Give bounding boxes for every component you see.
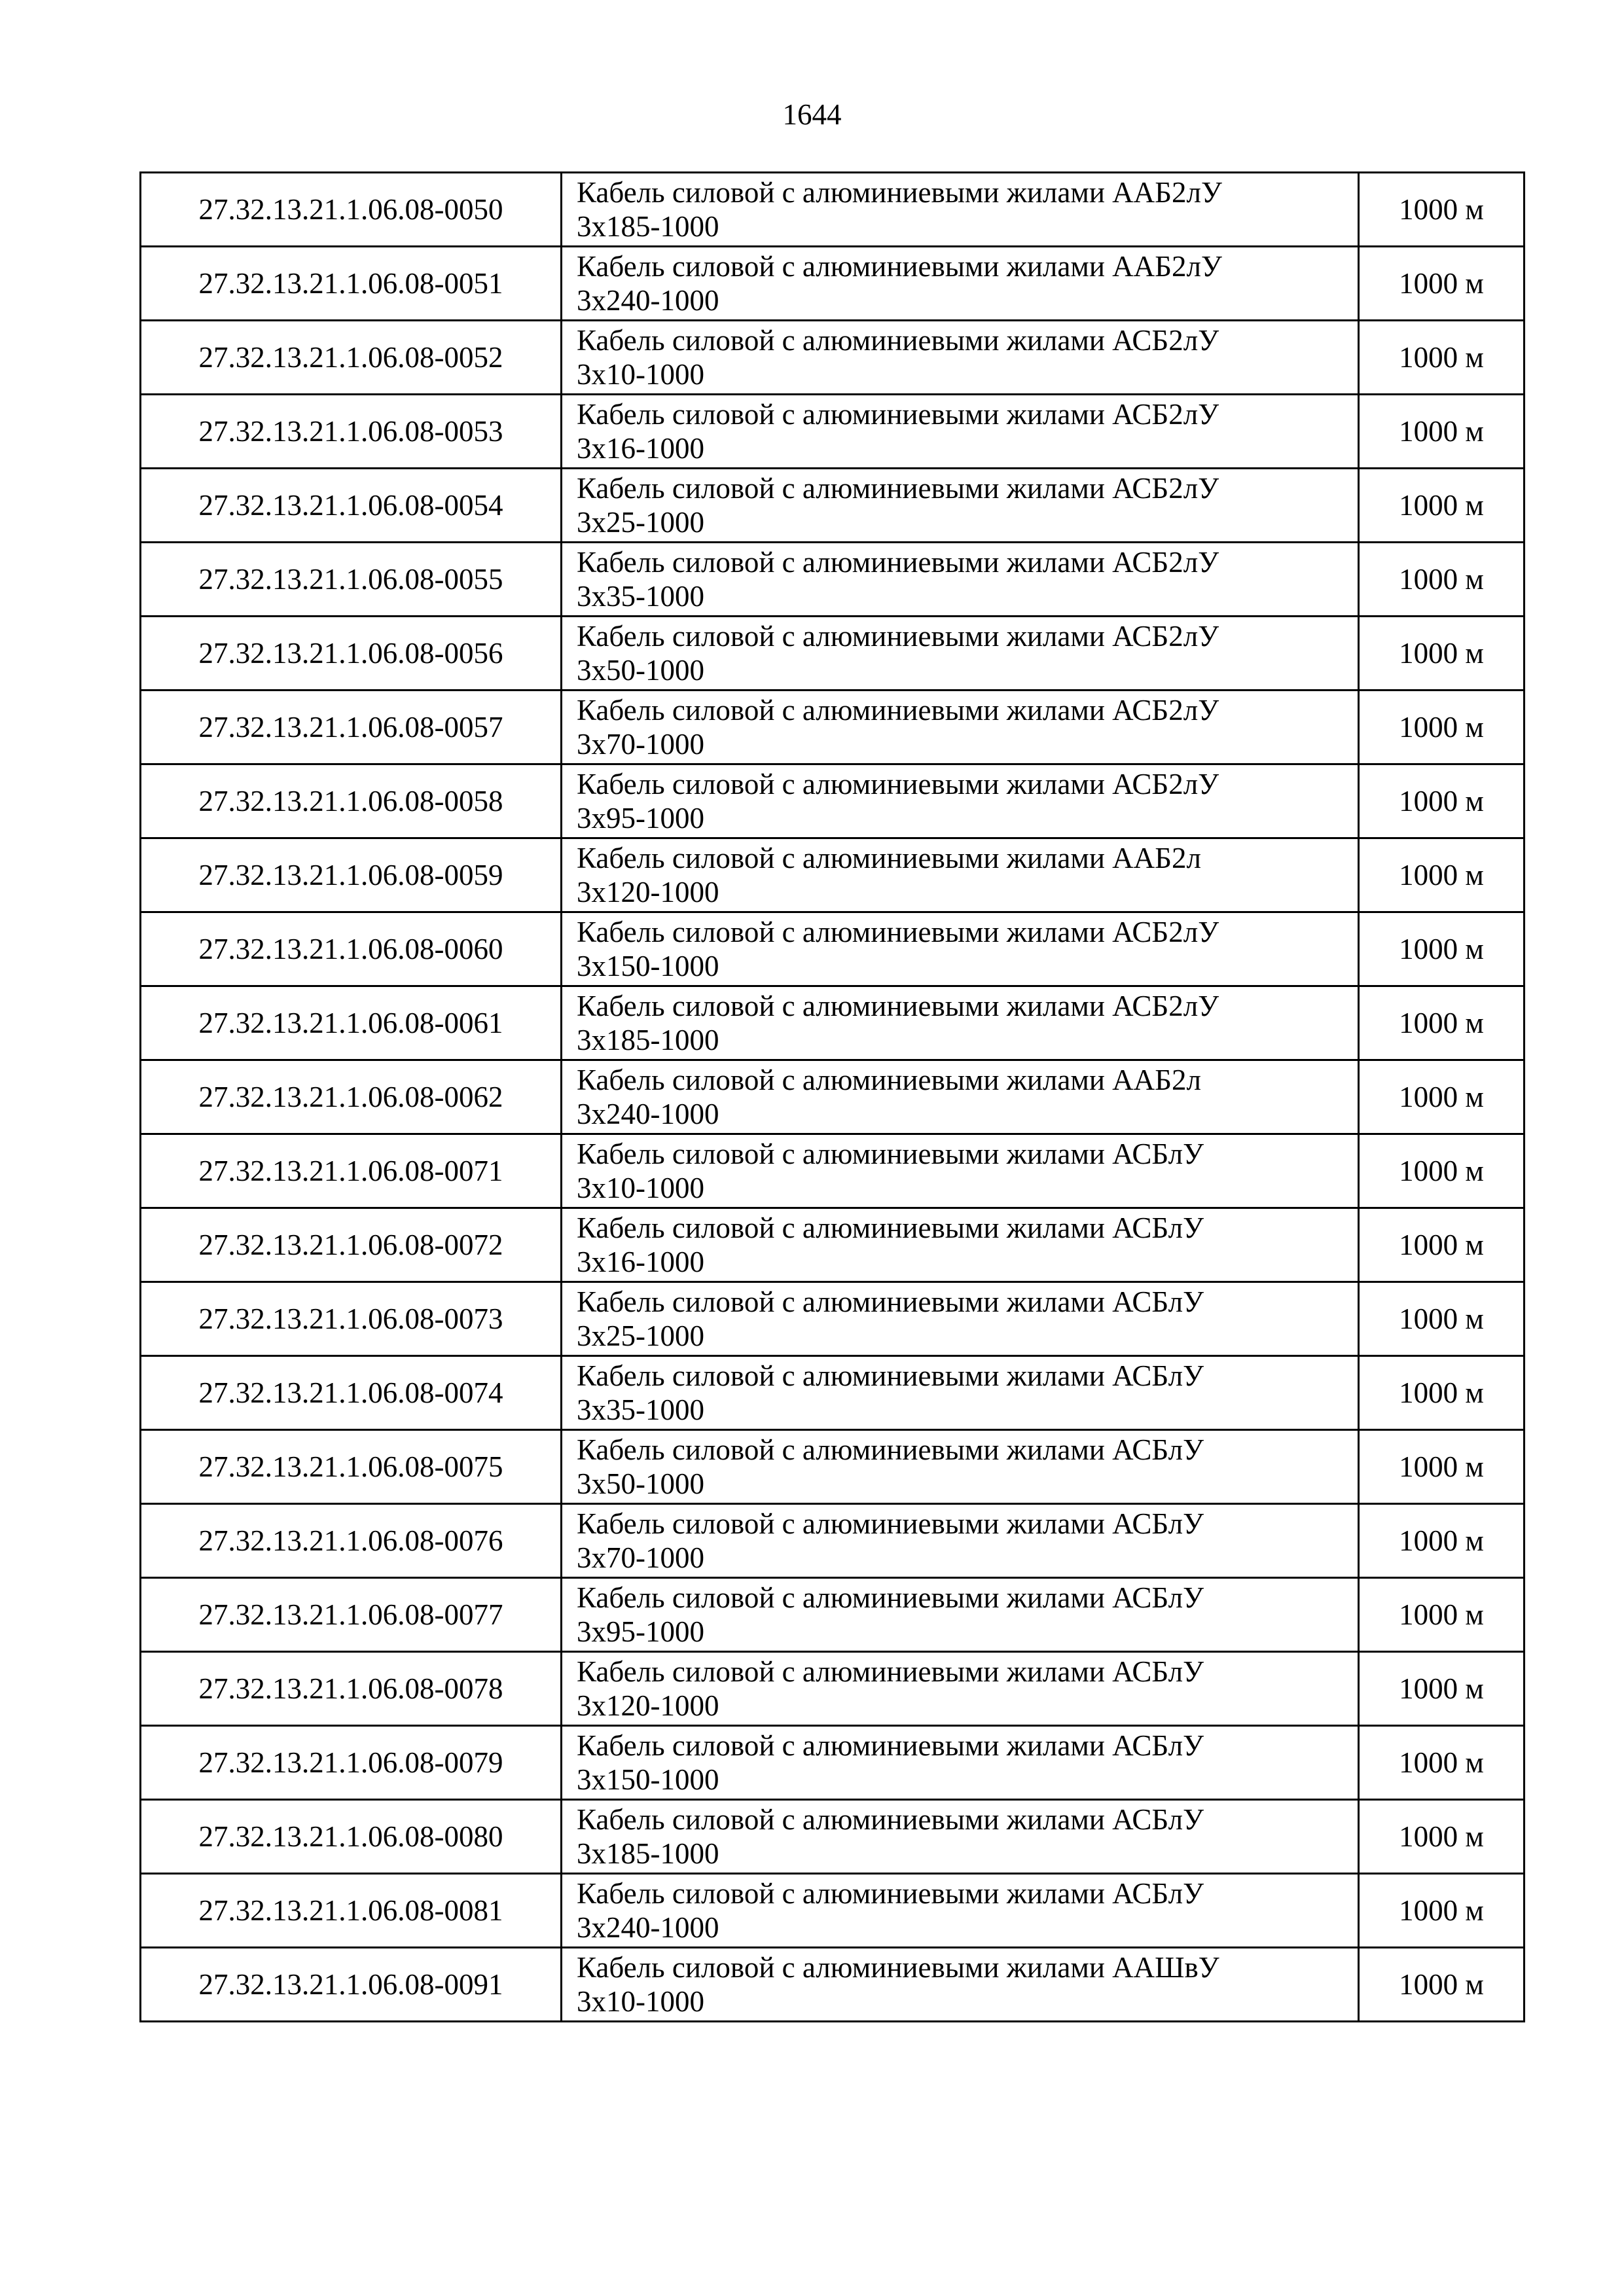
name-line-2: 3х70-1000 [577,728,704,761]
unit-cell: 1000 м [1359,395,1525,469]
name-cell [562,1060,1359,1134]
name-cell [562,1208,1359,1282]
name-cell [562,1430,1359,1504]
unit-cell: 1000 м [1359,691,1525,764]
table-row [141,1652,1525,1726]
unit-cell: 1000 м [1359,469,1525,543]
unit-cell: 1000 м [1359,1060,1525,1134]
table-row [141,1504,1525,1578]
name-line-1: Кабель силовой с алюминиевыми жилами ААБ2л [577,1064,1201,1096]
unit-cell: 1000 м [1359,173,1525,247]
name-line-2: 3х150-1000 [577,950,719,982]
name-cell [562,1578,1359,1652]
name-cell [562,1282,1359,1356]
name-line-1: Кабель силовой с алюминиевыми жилами АСБ2лУ [577,472,1219,505]
name-line-1: Кабель силовой с алюминиевыми жилами АСБ2лУ [577,398,1219,431]
unit-cell: 1000 м [1359,1726,1525,1800]
table-row [141,1208,1525,1282]
name-line-1: Кабель силовой с алюминиевыми жилами АСБлУ [577,1433,1204,1466]
table-row [141,912,1525,986]
unit-cell: 1000 м [1359,247,1525,321]
name-cell [562,247,1359,321]
name-cell [562,912,1359,986]
name-cell [562,1726,1359,1800]
code-cell: 27.32.13.21.1.06.08-0055 [141,543,562,617]
name-cell [562,1874,1359,1948]
name-line-2: 3х185-1000 [577,210,719,243]
name-line-2: 3х16-1000 [577,432,704,465]
table-row [141,617,1525,691]
name-cell [562,395,1359,469]
name-line-2: 3х150-1000 [577,1763,719,1796]
page-number: 1644 [782,98,842,131]
code-cell: 27.32.13.21.1.06.08-0060 [141,912,562,986]
code-cell: 27.32.13.21.1.06.08-0054 [141,469,562,543]
name-line-1: Кабель силовой с алюминиевыми жилами ААБ2лУ [577,176,1222,209]
unit-cell: 1000 м [1359,1208,1525,1282]
code-cell: 27.32.13.21.1.06.08-0081 [141,1874,562,1948]
name-cell [562,1504,1359,1578]
table-row [141,1430,1525,1504]
unit-cell: 1000 м [1359,1282,1525,1356]
name-line-1: Кабель силовой с алюминиевыми жилами АСБ2лУ [577,916,1219,948]
table-row [141,395,1525,469]
code-cell: 27.32.13.21.1.06.08-0075 [141,1430,562,1504]
table-row [141,838,1525,912]
name-line-2: 3х185-1000 [577,1024,719,1056]
name-line-2: 3х35-1000 [577,580,704,613]
code-cell: 27.32.13.21.1.06.08-0076 [141,1504,562,1578]
name-line-2: 3х25-1000 [577,506,704,539]
table-row [141,1874,1525,1948]
code-cell: 27.32.13.21.1.06.08-0057 [141,691,562,764]
table-row [141,986,1525,1060]
table-row [141,1134,1525,1208]
unit-cell: 1000 м [1359,1504,1525,1578]
name-line-1: Кабель силовой с алюминиевыми жилами АСБлУ [577,1285,1204,1318]
unit-cell: 1000 м [1359,321,1525,395]
name-cell [562,1800,1359,1874]
name-cell [562,173,1359,247]
name-line-2: 3х25-1000 [577,1319,704,1352]
unit-cell: 1000 м [1359,1134,1525,1208]
code-cell: 27.32.13.21.1.06.08-0091 [141,1948,562,2022]
table-row [141,469,1525,543]
code-cell: 27.32.13.21.1.06.08-0059 [141,838,562,912]
resource-table [139,171,1525,2022]
name-line-1: Кабель силовой с алюминиевыми жилами АСБлУ [577,1507,1204,1540]
name-line-1: Кабель силовой с алюминиевыми жилами ААШвУ [577,1951,1219,1984]
name-line-1: Кабель силовой с алюминиевыми жилами АСБлУ [577,1138,1204,1170]
name-line-2: 3х95-1000 [577,1615,704,1648]
table-row [141,691,1525,764]
name-cell [562,469,1359,543]
code-cell: 27.32.13.21.1.06.08-0071 [141,1134,562,1208]
code-cell: 27.32.13.21.1.06.08-0080 [141,1800,562,1874]
name-cell [562,1652,1359,1726]
name-line-1: Кабель силовой с алюминиевыми жилами АСБлУ [577,1211,1204,1244]
name-line-1: Кабель силовой с алюминиевыми жилами АСБ2лУ [577,768,1219,800]
name-line-1: Кабель силовой с алюминиевыми жилами АСБлУ [577,1655,1204,1688]
name-line-2: 3х50-1000 [577,654,704,687]
name-line-2: 3х10-1000 [577,1172,704,1204]
code-cell: 27.32.13.21.1.06.08-0052 [141,321,562,395]
unit-cell: 1000 м [1359,1430,1525,1504]
table-row [141,1356,1525,1430]
unit-cell: 1000 м [1359,1874,1525,1948]
table-row [141,173,1525,247]
name-cell [562,1134,1359,1208]
name-line-1: Кабель силовой с алюминиевыми жилами ААБ2л [577,842,1201,874]
name-line-1: Кабель силовой с алюминиевыми жилами АСБ2лУ [577,324,1219,357]
name-line-1: Кабель силовой с алюминиевыми жилами АСБлУ [577,1359,1204,1392]
name-line-2: 3х240-1000 [577,284,719,317]
unit-cell: 1000 м [1359,764,1525,838]
name-line-1: Кабель силовой с алюминиевыми жилами АСБлУ [577,1729,1204,1762]
table-row [141,247,1525,321]
name-line-1: Кабель силовой с алюминиевыми жилами АСБ2лУ [577,620,1219,653]
code-cell: 27.32.13.21.1.06.08-0053 [141,395,562,469]
unit-cell: 1000 м [1359,1652,1525,1726]
unit-cell: 1000 м [1359,1800,1525,1874]
name-cell [562,617,1359,691]
name-line-2: 3х16-1000 [577,1246,704,1278]
unit-cell: 1000 м [1359,838,1525,912]
name-line-2: 3х10-1000 [577,1985,704,2018]
unit-cell: 1000 м [1359,1948,1525,2022]
name-line-2: 3х50-1000 [577,1467,704,1500]
code-cell: 27.32.13.21.1.06.08-0077 [141,1578,562,1652]
code-cell: 27.32.13.21.1.06.08-0061 [141,986,562,1060]
name-cell [562,838,1359,912]
table-row [141,1726,1525,1800]
code-cell: 27.32.13.21.1.06.08-0056 [141,617,562,691]
table-row [141,1800,1525,1874]
name-line-1: Кабель силовой с алюминиевыми жилами АСБ2лУ [577,694,1219,726]
table-row [141,1282,1525,1356]
name-line-2: 3х240-1000 [577,1098,719,1130]
table-row [141,1578,1525,1652]
code-cell: 27.32.13.21.1.06.08-0073 [141,1282,562,1356]
name-line-1: Кабель силовой с алюминиевыми жилами ААБ2лУ [577,250,1222,283]
table-row [141,321,1525,395]
name-line-1: Кабель силовой с алюминиевыми жилами АСБ2лУ [577,546,1219,579]
name-cell [562,764,1359,838]
table-row [141,1948,1525,2022]
name-line-2: 3х120-1000 [577,1689,719,1722]
code-cell: 27.32.13.21.1.06.08-0062 [141,1060,562,1134]
name-line-2: 3х35-1000 [577,1393,704,1426]
name-line-2: 3х120-1000 [577,876,719,908]
name-cell [562,986,1359,1060]
name-cell [562,691,1359,764]
code-cell: 27.32.13.21.1.06.08-0072 [141,1208,562,1282]
table-row [141,543,1525,617]
unit-cell: 1000 м [1359,1578,1525,1652]
table-row [141,764,1525,838]
code-cell: 27.32.13.21.1.06.08-0079 [141,1726,562,1800]
unit-cell: 1000 м [1359,543,1525,617]
name-line-2: 3х95-1000 [577,802,704,834]
unit-cell: 1000 м [1359,912,1525,986]
name-cell [562,321,1359,395]
code-cell: 27.32.13.21.1.06.08-0058 [141,764,562,838]
name-cell [562,1948,1359,2022]
code-cell: 27.32.13.21.1.06.08-0078 [141,1652,562,1726]
name-line-1: Кабель силовой с алюминиевыми жилами АСБлУ [577,1581,1204,1614]
unit-cell: 1000 м [1359,986,1525,1060]
name-line-1: Кабель силовой с алюминиевыми жилами АСБ2лУ [577,990,1219,1022]
code-cell: 27.32.13.21.1.06.08-0074 [141,1356,562,1430]
unit-cell: 1000 м [1359,1356,1525,1430]
name-line-1: Кабель силовой с алюминиевыми жилами АСБлУ [577,1877,1204,1910]
table-body [141,173,1525,2022]
unit-cell: 1000 м [1359,617,1525,691]
name-line-2: 3х70-1000 [577,1541,704,1574]
table-row [141,1060,1525,1134]
name-line-2: 3х185-1000 [577,1837,719,1870]
code-cell: 27.32.13.21.1.06.08-0050 [141,173,562,247]
name-line-2: 3х10-1000 [577,358,704,391]
code-cell: 27.32.13.21.1.06.08-0051 [141,247,562,321]
name-cell [562,543,1359,617]
name-cell [562,1356,1359,1430]
name-line-1: Кабель силовой с алюминиевыми жилами АСБлУ [577,1803,1204,1836]
name-line-2: 3х240-1000 [577,1911,719,1944]
